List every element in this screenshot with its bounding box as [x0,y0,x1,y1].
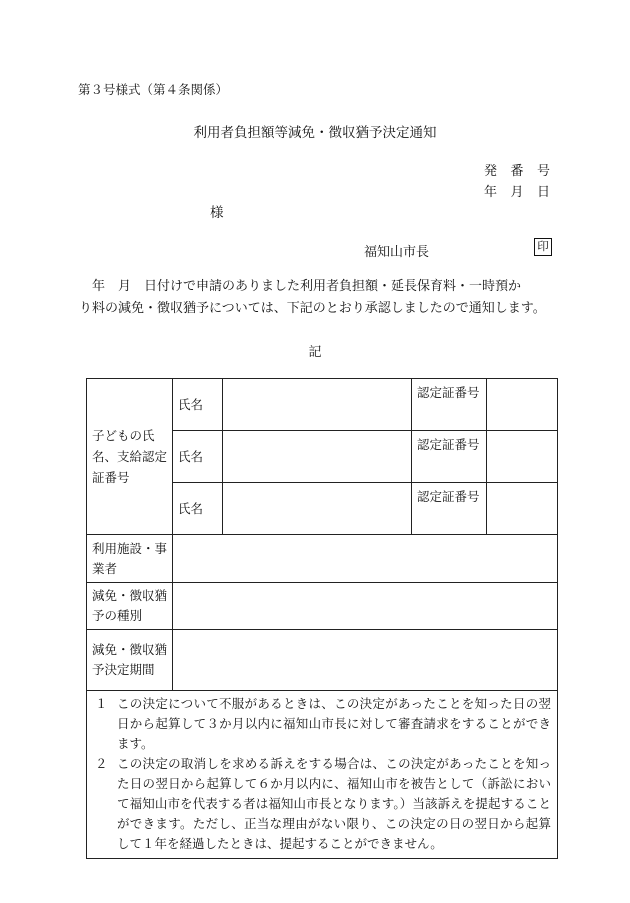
ki-label: 記 [308,345,322,360]
issue-number-row [484,161,550,182]
cert-field-2[interactable] [487,431,558,483]
issue-info [484,161,550,203]
note-item-2 [95,754,551,854]
detail-table [86,378,558,859]
notes-row [87,691,558,859]
issue-number-char-1: 発 [484,164,498,179]
facility-field[interactable] [173,535,558,583]
name-field-2[interactable] [223,431,412,483]
note-text-2: この決定の取消しを求める訴えをする場合は、この決定があったことを知った日の翌日から起算して６か月以内に、福知山市を被告として（訴訟において福知山市を代表する者は福知山市長となります。）当該訴えを提起することができます。ただし、正当な理由がない限り、この決定の日の翌日から起算して１年を経過したときは、提起することができません。 [117,756,551,851]
seal-stamp: 印 [534,238,552,256]
facility-row [87,535,558,583]
notes-cell [87,691,558,859]
note-item-1 [95,694,551,754]
body-paragraph [79,276,549,320]
cert-label-2: 認定証番号 [412,431,487,483]
facility-label: 利用施設・事業者 [87,535,173,583]
body-line-1: 年 月 日付けで申請のありました利用者負担額・延長保育料・一時預か [79,279,522,294]
note-number-2: ２ [95,756,108,771]
child-group-label: 子どもの氏名、支給認定証番号 [87,379,173,535]
kind-field[interactable] [173,583,558,630]
form-code: 第３号様式（第４条関係） [78,82,229,97]
document-title: 利用者負担額等減免・徴収猶予決定通知 [193,125,437,141]
date-char-month: 月 [510,185,524,200]
cert-label-3: 認定証番号 [412,483,487,535]
issue-number-char-2: 番 [510,164,524,179]
cert-label-1: 認定証番号 [412,379,487,431]
name-label-2: 氏名 [173,431,223,483]
kind-label: 減免・徴収猶予の種別 [87,583,173,630]
cert-field-3[interactable] [487,483,558,535]
period-field[interactable] [173,630,558,691]
issuer-title: 福知山市長 [364,245,430,260]
name-field-1[interactable] [223,379,412,431]
child-row-1 [87,379,558,431]
date-char-day: 日 [536,185,550,200]
name-label-3: 氏名 [173,483,223,535]
kind-row [87,583,558,630]
recipient-suffix: 様 [210,205,224,221]
period-label: 減免・徴収猶予決定期間 [87,630,173,691]
note-number-1: １ [95,696,108,711]
note-text-1: この決定について不服があるときは、この決定があったことを知った日の翌日から起算して３か月以内に福知山市長に対して審査請求をすることができます。 [117,696,551,751]
name-field-3[interactable] [223,483,412,535]
issue-number-char-3: 号 [536,164,550,179]
date-char-year: 年 [484,185,498,200]
date-row [484,182,550,203]
period-row [87,630,558,691]
cert-field-1[interactable] [487,379,558,431]
name-label-1: 氏名 [173,379,223,431]
body-line-2: り料の減免・徴収猶予については、下記のとおり承認しましたので通知します。 [79,301,546,316]
